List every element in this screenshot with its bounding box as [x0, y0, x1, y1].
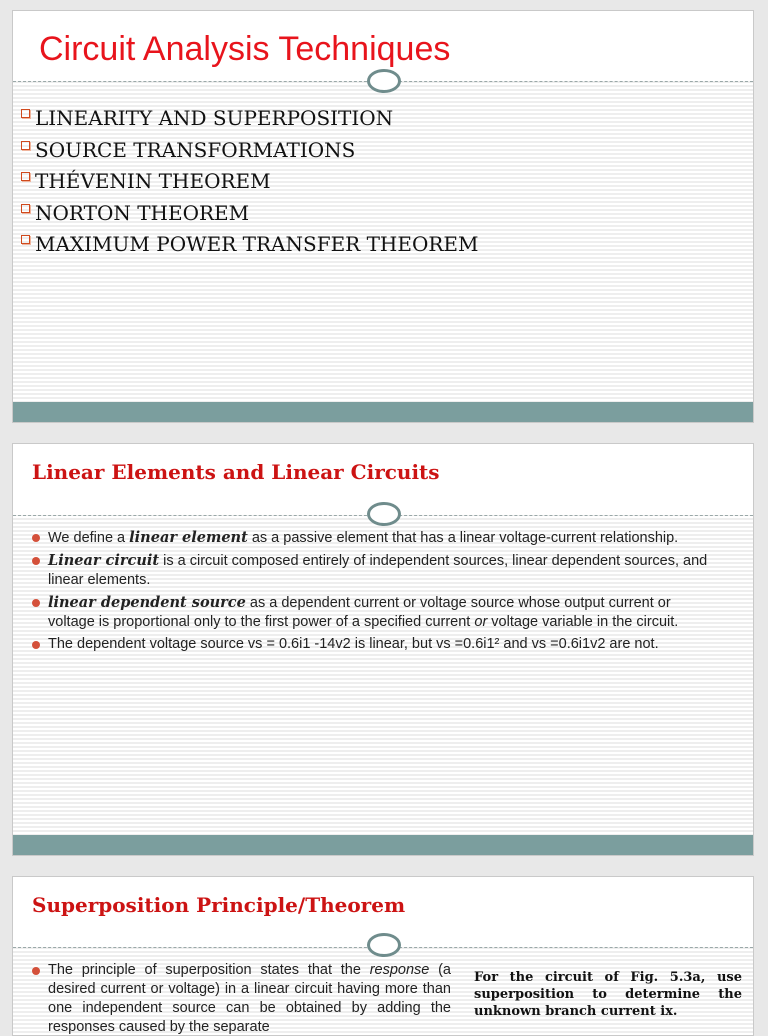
checkbox-bullet-icon — [21, 109, 30, 118]
slide-title: Superposition Principle/Theorem — [32, 893, 406, 917]
ring-ornament-icon — [367, 933, 401, 957]
checkbox-bullet-icon — [21, 172, 30, 181]
list-item: THÉVENIN THEOREM — [21, 166, 479, 198]
slide-3 — [12, 876, 754, 1036]
list-item: MAXIMUM POWER TRANSFER THEOREM — [21, 229, 479, 261]
bullet-list — [31, 961, 451, 1036]
bullet-list — [31, 528, 711, 657]
list-item: The principle of superposition states that the response (a desired current or voltage) in a linear circuit having more than one independent source can be obtained by adding the responses caused by the separate — [31, 961, 451, 1036]
list-item: We define a linear element as a passive element that has a linear voltage-current relationship. — [31, 528, 711, 548]
ring-ornament-icon — [367, 69, 401, 93]
ring-ornament-icon — [367, 502, 401, 526]
checkbox-bullet-icon — [21, 235, 30, 244]
slide-footer-bar — [13, 835, 753, 855]
example-prompt: For the circuit of Fig. 5.3a, use superposition to determine the unknown branch current ix. — [474, 970, 742, 1019]
checkbox-bullet-icon — [21, 141, 30, 150]
slide-2 — [12, 443, 754, 856]
slide-1 — [12, 10, 754, 423]
list-item: SOURCE TRANSFORMATIONS — [21, 135, 479, 167]
topic-list — [21, 103, 479, 261]
slide-footer-bar — [13, 402, 753, 422]
list-item: LINEARITY AND SUPERPOSITION — [21, 103, 479, 135]
list-item: The dependent voltage source vs = 0.6i1 -14v2 is linear, but vs =0.6i1² and vs =0.6i1v2 are not. — [31, 635, 711, 654]
slide-title: Linear Elements and Linear Circuits — [32, 460, 440, 484]
list-item: Linear circuit is a circuit composed entirely of independent sources, linear dependent sources, and linear elements. — [31, 551, 711, 590]
list-item: linear dependent source as a dependent current or voltage source whose output current or voltage is proportional only to the first power of a specified current or voltage variable in the circuit. — [31, 593, 711, 632]
list-item: NORTON THEOREM — [21, 198, 479, 230]
checkbox-bullet-icon — [21, 204, 30, 213]
slide-title: Circuit Analysis Techniques — [39, 30, 451, 68]
